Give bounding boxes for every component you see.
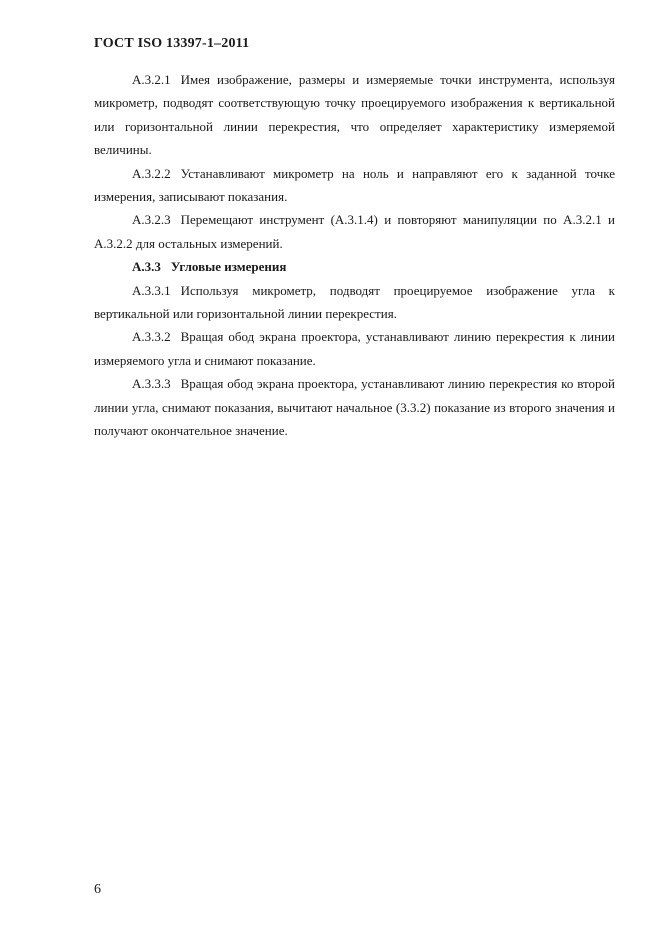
paragraph-a-3-3-2 — [94, 325, 615, 372]
clause-text: Имея изображение, размеры и измеряемые точки инструмента, используя микрометр, подводят соответствующую точку проецируемого изображения к вертикальной или горизонтальной линии перекрестия, что определяет характеристику измеряемой величины. — [94, 72, 615, 158]
clause-text: Используя микрометр, подводят проецируемое изображение угла к вертикальной или горизонтальной линии перекрестия. — [94, 282, 615, 322]
section-heading — [94, 255, 615, 278]
clause-number: А.3.2.2 — [132, 165, 171, 181]
clause-number: А.3.3.1 — [132, 282, 171, 298]
clause-number: А.3.2.3 — [132, 212, 171, 228]
clause-number: А.3.3.3 — [132, 376, 171, 392]
section-number: А.3.3 — [132, 259, 161, 275]
clause-text: Перемещают инструмент (А.3.1.4) и повторяют манипуляции по А.3.2.1 и А.3.2.2 для остальных измерений. — [94, 212, 615, 251]
section-title: Угловые измерения — [170, 259, 287, 275]
paragraph-a-3-2-3 — [94, 208, 615, 255]
clause-number: А.3.3.2 — [132, 329, 171, 345]
clause-text: Вращая обод экрана проектора, устанавливают линию перекрестия к линии измеряемого угла и снимают показание. — [94, 329, 615, 368]
clause-number: А.3.2.1 — [132, 72, 171, 87]
paragraph-a-3-2-2 — [94, 162, 615, 209]
paragraph-a-3-3-1 — [94, 279, 615, 326]
page-number: 6 — [94, 882, 101, 897]
clause-text: Вращая обод экрана проектора, устанавливают линию перекрестия ко второй линии угла, снимают показания, вычитают начальное (3.3.2) показание из второго значения и получают окончательное значение. — [94, 376, 615, 439]
clause-text: Устанавливают микрометр на ноль и направляют его к заданной точке измерения, записывают показания. — [94, 165, 615, 205]
document-header: ГОСТ ISO 13397-1–2011 — [94, 36, 250, 51]
paragraph-a-3-2-1 — [94, 68, 615, 162]
paragraph-a-3-3-3 — [94, 372, 615, 442]
document-body — [94, 68, 615, 443]
